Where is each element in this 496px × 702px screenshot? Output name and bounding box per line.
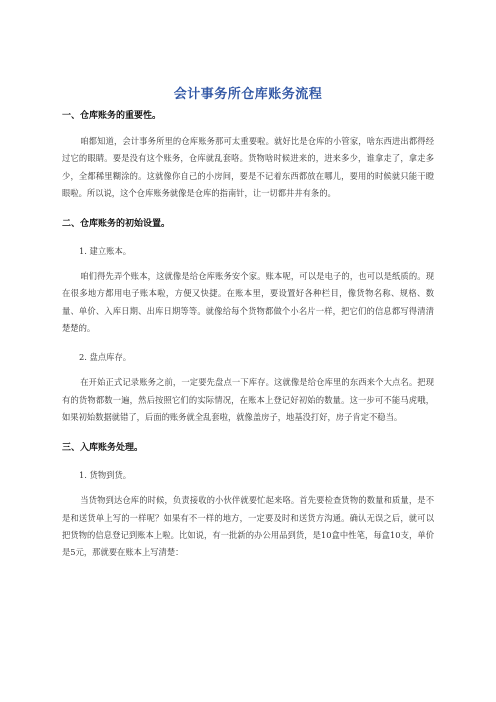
section-heading: 二、仓库账务的初始设置。: [62, 219, 171, 230]
paragraph: 咱们得先弄个账本，这就像是给仓库账务安个家。账本呢，可以是电子的，也可以是纸质的。现在很多地方都用电子账本啦，方便又快捷。在账本里，要设置好各种栏目，像货物名称、规格、数量、单价、入库日期、出库日期等等。就像给每个货物都做个小名片一样，把它们的信息都写得清清楚楚的。: [62, 271, 434, 334]
document-title: 会计事务所仓库账务流程: [173, 87, 323, 102]
paragraph: 当货物到达仓库的时候，负责接收的小伙伴就要忙起来咯。首先要检查货物的数量和质量，是不是和送货单上写的一样呢？如果有不一样的地方，一定要及时和送货方沟通。确认无误之后，就可以把货物的信息登记到账本上啦。比如说，有一批新的办公用品到货，是10盒中性笔，每盒10支，单价是5元，那就要在账本上写清楚：: [62, 495, 434, 558]
paragraph: 在开始正式记录账务之前，一定要先盘点一下库存。这就像是给仓库里的东西来个大点名。把现有的货物都数一遍，然后按照它们的实际情况，在账本上登记好初始的数量。这一步可不能马虎哦，如果初始数据就错了，后面的账务就全乱套啦，就像盖房子，地基没打好，房子肯定不稳当。: [62, 377, 434, 422]
document-body: [62, 110, 434, 561]
numbered-item-title: 2. 盘点库存。: [79, 352, 132, 363]
numbered-item-title: 1. 货物到货。: [79, 470, 132, 481]
section-heading: 一、仓库账务的重要性。: [62, 111, 162, 121]
paragraph: 咱都知道，会计事务所里的仓库账务那可太重要啦。就好比是仓库的小管家，啥东西进出都得经过它的眼睛。要是没有这个账务，仓库就乱套咯。货物啥时候进来的，进来多少，谁拿走了，拿走多少，全都稀里糊涂的。这就像你自己的小房间，要是不记着东西都放在哪儿，要用的时候就只能干瞪眼啦。所以说，这个仓库账务就像是仓库的指南针，让一切都井井有条的。: [62, 136, 434, 198]
numbered-item-title: 1. 建立账本。: [79, 246, 132, 257]
section-heading: 三、入库账务处理。: [62, 443, 144, 454]
